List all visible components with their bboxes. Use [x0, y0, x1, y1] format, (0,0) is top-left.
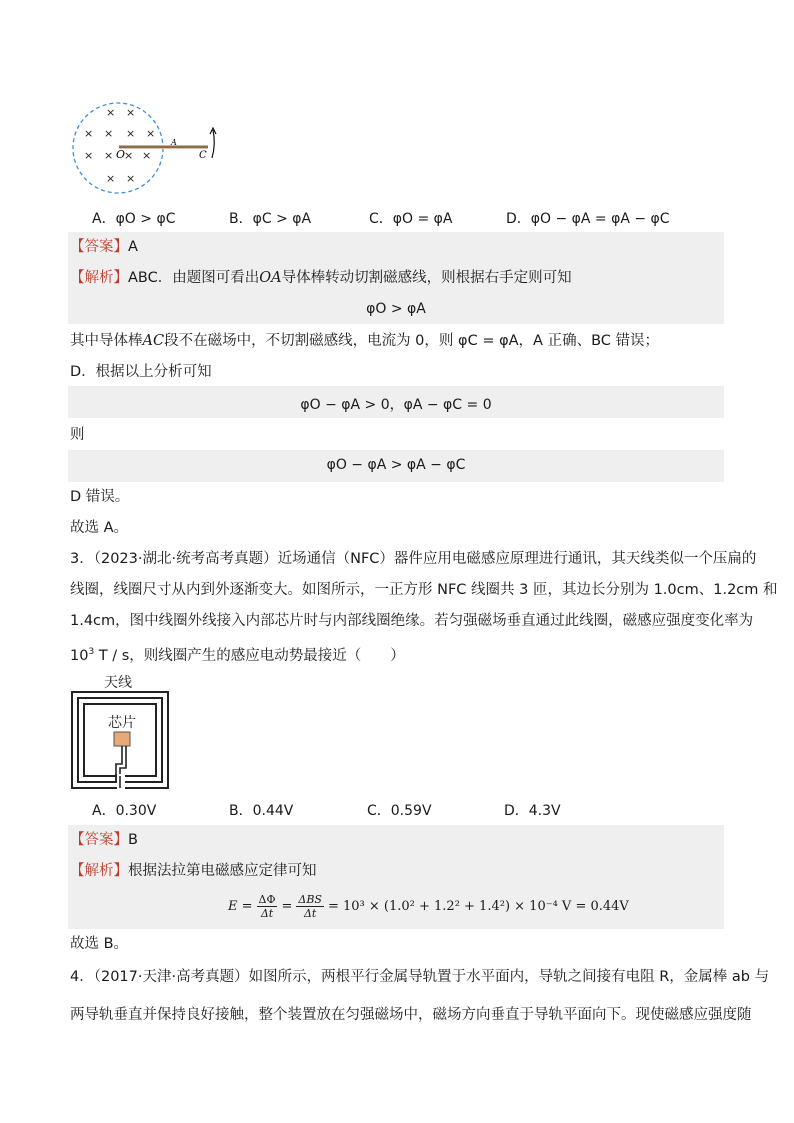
q2-then: 则: [70, 427, 85, 443]
svg-text:×: ×: [106, 106, 116, 119]
q2-analysis-3: D．根据以上分析可知: [70, 364, 212, 380]
q2-eq1: φO > φA: [366, 301, 426, 317]
q2-choose: 故选 A。: [70, 520, 129, 536]
q3-option-c[interactable]: C．0.59V: [367, 803, 432, 819]
svg-text:×: ×: [126, 127, 136, 140]
q3-stem-4: $10^3$ T / s，则线圈产生的感应电动势最接近（ ）: [70, 647, 405, 664]
answer-tag: 【答案】: [70, 239, 128, 255]
q2-options: [92, 208, 670, 228]
q2-eq3: φO − φA > φA − φC: [326, 457, 466, 473]
svg-text:×: ×: [142, 149, 152, 162]
q3-option-a[interactable]: A．0.30V: [92, 803, 157, 819]
q2-option-a[interactable]: A．φO > φC: [92, 211, 176, 227]
chip-label: 芯片: [108, 715, 136, 731]
svg-text:×: ×: [124, 149, 134, 162]
q3-stem-1: 3．（2023·湖北·统考高考真题）近场通信（NFC）器件应用电磁感应原理进行通讯，其天线类似一个压扁的: [70, 551, 757, 567]
answer-value: A: [128, 239, 138, 255]
q3-options: [92, 800, 561, 820]
label-C: C: [199, 150, 207, 161]
q2-option-d[interactable]: D．φO − φA = φA − φC: [506, 211, 670, 227]
q3-answer: [70, 830, 138, 850]
answer-tag: 【答案】: [70, 832, 128, 848]
q2-answer: [70, 237, 138, 257]
q2-d-wrong: D 错误。: [70, 489, 130, 505]
answer-value: B: [128, 832, 138, 848]
svg-text:×: ×: [104, 127, 114, 140]
q2-option-b[interactable]: B．φC > φA: [229, 211, 312, 227]
svg-text:×: ×: [106, 172, 116, 185]
label-A: A: [171, 138, 177, 147]
q3-stem-2: 线圈，线圈尺寸从内到外逐渐变大。如图所示，一正方形 NFC 线圈共 3 匝，其边长分别为 1.0cm、1.2cm 和: [70, 582, 778, 598]
rotation-arrow: [212, 130, 214, 158]
svg-text:×: ×: [84, 149, 94, 162]
svg-text:×: ×: [126, 106, 136, 119]
q2-option-c[interactable]: C．φO = φA: [369, 211, 453, 227]
q3-choose: 故选 B。: [70, 936, 129, 952]
q2-analysis-2: 其中导体棒AC段不在磁场中，不切割磁感线，电流为 0，则 φC = φA，A 正确、BC 错误；: [70, 333, 660, 349]
q2-analysis-1: 【解析】ABC．由题图可看出OA导体棒转动切割磁感线，则根据右手定则可知: [70, 270, 572, 286]
q3-option-d[interactable]: D．4.3V: [504, 803, 561, 819]
q3-analysis: 【解析】根据法拉第电磁感应定律可知: [70, 863, 317, 879]
svg-text:×: ×: [126, 172, 136, 185]
analysis-tag: 【解析】: [70, 863, 128, 879]
svg-text:×: ×: [146, 127, 156, 140]
q4-stem-2: 两导轨垂直并保持良好接触，整个装置放在匀强磁场中，磁场方向垂直于导轨平面向下。现使磁感应强度随: [70, 1007, 752, 1023]
antenna-label: 天线: [104, 675, 132, 691]
chip: [114, 732, 130, 746]
q3-equation: E = $\frac{\Delta\Phi}{\Delta t}$ = ΔBS Δt = 10³ × (1.0² + 1.2² + 1.4²) × 10⁻⁴ V = 0.44V: [228, 892, 629, 920]
q2-eq2: φO − φA > 0，φA − φC = 0: [300, 397, 492, 413]
q3-option-b[interactable]: B．0.44V: [229, 803, 294, 819]
svg-text:×: ×: [84, 127, 94, 140]
svg-text:×: ×: [104, 149, 114, 162]
rotating-rod-figure: [68, 96, 228, 196]
q4-stem-1: 4．（2017·天津·高考真题）如图所示，两根平行金属导轨置于水平面内，导轨之间接有电阻 R，金属棒 ab 与: [70, 969, 770, 985]
nfc-coil-figure: [70, 690, 170, 790]
q3-stem-3: 1.4cm，图中线圈外线接入内部芯片时与内部线圈绝缘。若匀强磁场垂直通过此线圈，磁感应强度变化率为: [70, 613, 754, 629]
analysis-tag: 【解析】: [70, 270, 128, 286]
label-O: O: [116, 148, 126, 161]
